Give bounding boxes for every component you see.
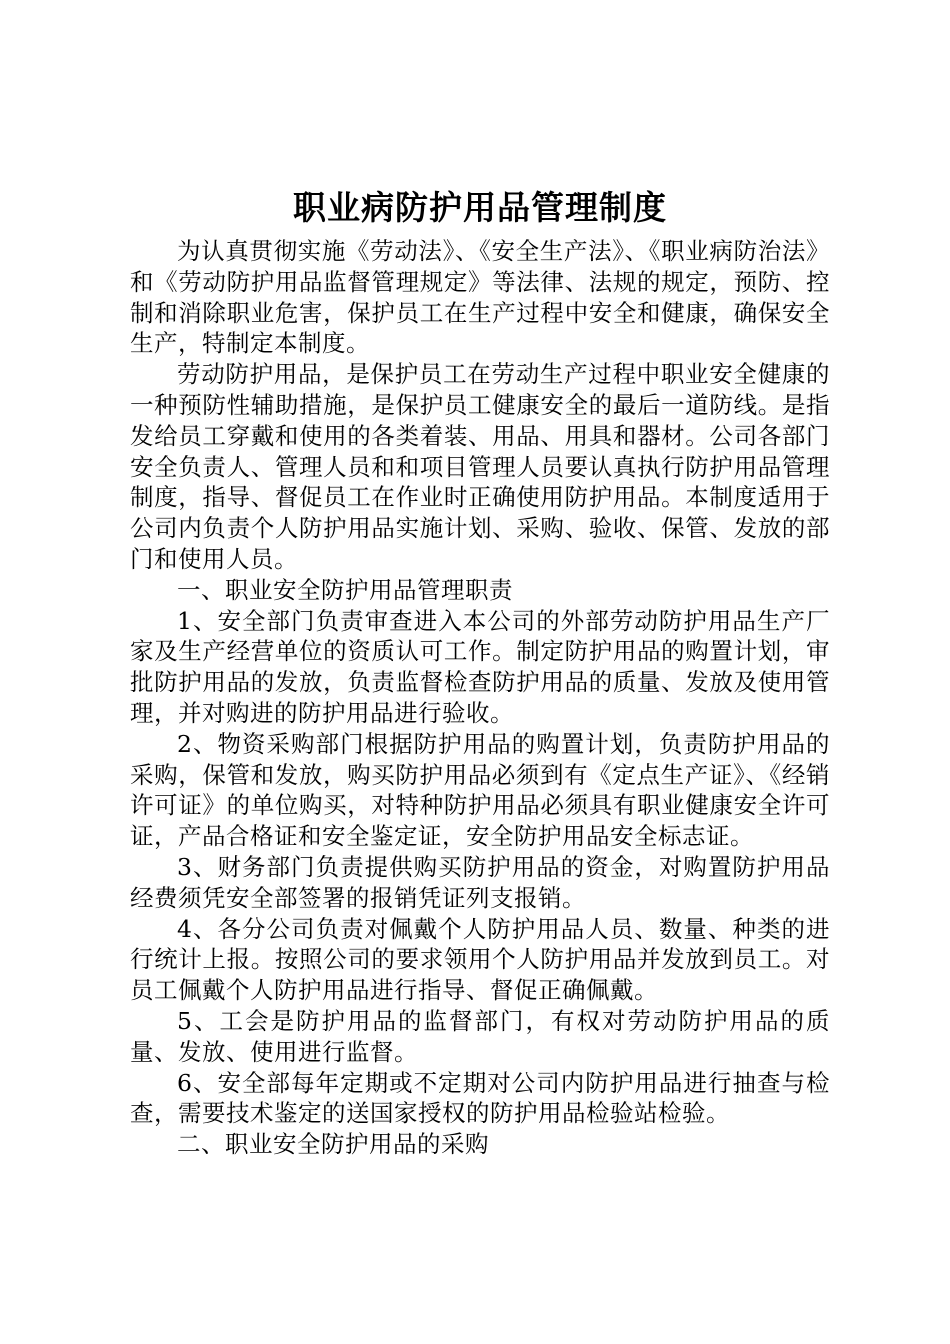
section-1-item-5: 5、工会是防护用品的监督部门，有权对劳动防护用品的质量、发放、使用进行监督。 (130, 1006, 830, 1066)
section-1-item-4: 4、各分公司负责对佩戴个人防护用品人员、数量、种类的进行统计上报。按照公司的要求领用个人防护用品并发放到员工。对员工佩戴个人防护用品进行指导、督促正确佩戴。 (130, 914, 830, 1005)
section-1-item-2: 2、物资采购部门根据防护用品的购置计划，负责防护用品的采购，保管和发放，购买防护用品必须到有《定点生产证》、《经销许可证》的单位购买，对特种防护用品必须具有职业健康安全许可证，产品合格证和安全鉴定证，安全防护用品安全标志证。 (130, 729, 830, 851)
document-title: 职业病防护用品管理制度 (293, 188, 667, 227)
intro-paragraph-2: 劳动防护用品，是保护员工在劳动生产过程中职业安全健康的一种预防性辅助措施，是保护员工健康安全的最后一道防线。是指发给员工穿戴和使用的各类着装、用品、用具和器材。公司各部门安全负责人、管理人员和和项目管理人员要认真执行防护用品管理制度，指导、督促员工在作业时正确使用防护用品。本制度适用于公司内负责个人防护用品实施计划、采购、验收、保管、发放的部门和使用人员。 (130, 360, 830, 573)
section-1-item-1: 1、安全部门负责审查进入本公司的外部劳动防护用品生产厂家及生产经营单位的资质认可工作。制定防护用品的购置计划，审批防护用品的发放，负责监督检查防护用品的质量、发放及使用管理，并对购进的防护用品进行验收。 (130, 606, 830, 727)
section-2-heading: 二、职业安全防护用品的采购 (177, 1130, 489, 1159)
document-page (130, 180, 830, 1160)
section-1-heading: 一、职业安全防护用品管理职责 (177, 575, 513, 604)
section-1-item-3: 3、财务部门负责提供购买防护用品的资金，对购置防护用品经费须凭安全部签署的报销凭证列支报销。 (130, 852, 830, 912)
intro-paragraph-1: 为认真贯彻实施《劳动法》、《安全生产法》、《职业病防治法》和《劳动防护用品监督管理规定》等法律、法规的规定，预防、控制和消除职业危害，保护员工在生产过程中安全和健康，确保安全生产，特制定本制度。 (130, 237, 830, 358)
section-1-item-6: 6、安全部每年定期或不定期对公司内防护用品进行抽查与检查，需要技术鉴定的送国家授权的防护用品检验站检验。 (130, 1068, 830, 1128)
